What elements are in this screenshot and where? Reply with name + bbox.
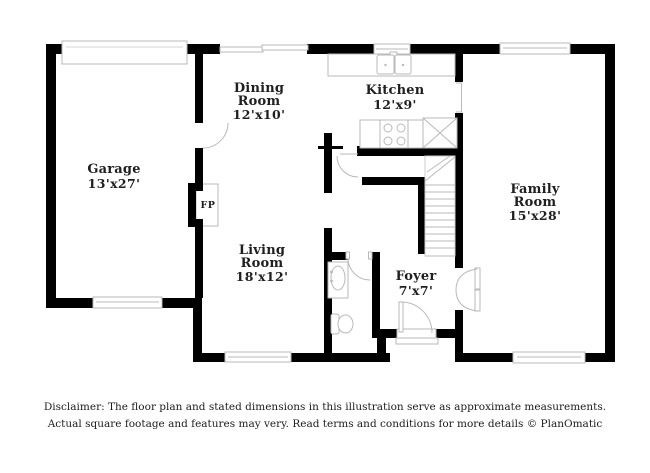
room-label-garage	[64, 164, 164, 190]
toilet-icon	[331, 314, 353, 334]
garage-door-icon	[62, 41, 187, 64]
bathroom-sink-icon	[328, 262, 348, 298]
front-door-icon	[396, 302, 438, 344]
room-dims: 7'x7'	[398, 282, 434, 298]
window-icon	[225, 352, 291, 362]
room-name: Dining Room	[233, 81, 285, 109]
window-icon	[513, 352, 585, 363]
room-dims: 15'x28'	[508, 208, 562, 223]
window-icon	[93, 297, 162, 308]
window-icon	[220, 47, 263, 52]
room-label-family	[505, 184, 565, 222]
disclaimer-line-1: Disclaimer: The floor plan and stated dimensions in this illustration serve as approximate measurements.	[43, 401, 607, 413]
cased-opening-icon	[456, 83, 462, 112]
room-dims: 18'x12'	[235, 269, 289, 284]
stove-icon	[360, 120, 423, 148]
window-icon	[500, 43, 570, 54]
room-name: Kitchen	[365, 83, 425, 98]
disclaimer-text	[0, 399, 650, 433]
disclaimer-line-2: Actual square footage and features may very. Read terms and conditions for more details © PlanOmatic	[47, 418, 603, 430]
window-icon	[262, 45, 308, 50]
room-name: Garage	[87, 162, 141, 177]
room-dims: 12'x9'	[373, 96, 417, 112]
double-entry-door-icon	[456, 268, 480, 311]
room-label-kitchen	[345, 85, 445, 111]
room-dims: 12'x10'	[232, 107, 286, 122]
room-label-foyer	[386, 271, 446, 297]
room-name: Living Room	[238, 243, 286, 271]
room-label-dining	[229, 83, 289, 121]
room-name: Foyer	[395, 269, 437, 284]
room-label-living	[232, 245, 292, 283]
refrigerator-icon	[423, 118, 457, 148]
stairs-icon	[425, 156, 455, 256]
room-name: Family Room	[510, 182, 560, 210]
fireplace-label: FP	[200, 200, 216, 211]
room-dims: 13'x27'	[87, 175, 141, 191]
kitchen-sink-icon	[377, 52, 411, 74]
